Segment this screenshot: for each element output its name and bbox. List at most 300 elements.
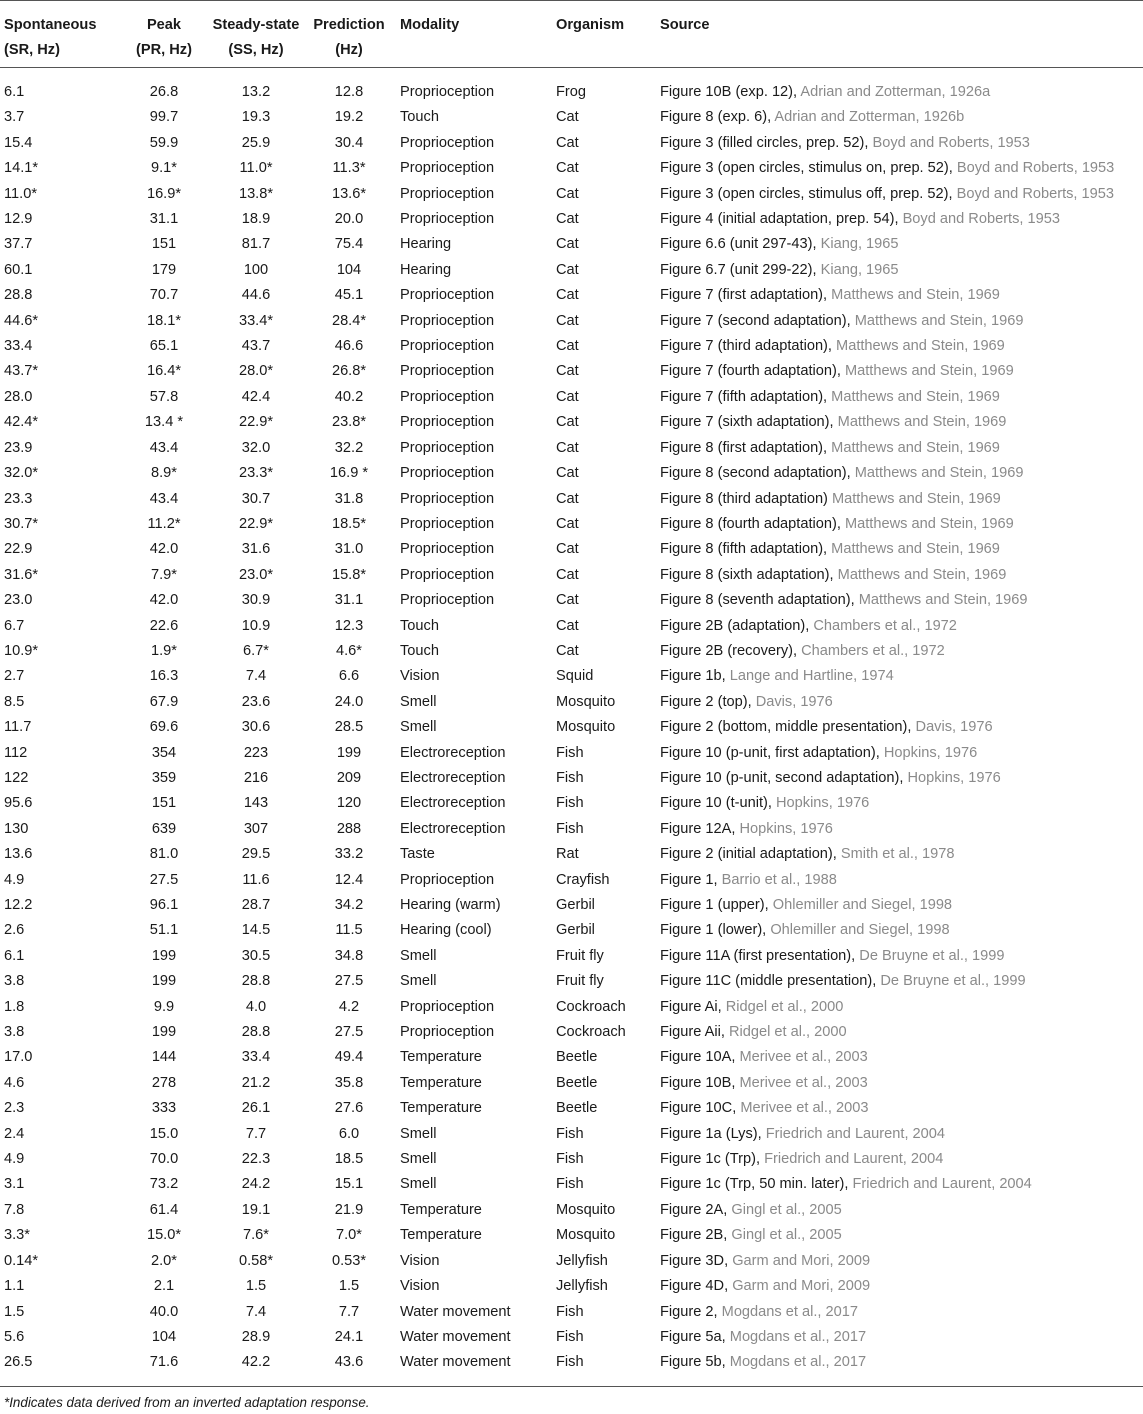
cell-peak: 69.6: [149, 719, 179, 736]
cell-steady-state: 13.2: [241, 84, 271, 100]
cell-prediction: 104: [336, 261, 362, 278]
cell-prediction: 35.8: [334, 1074, 364, 1091]
source-citation-link[interactable]: Kiang, 1965: [820, 261, 899, 278]
cell-prediction: 28.4*: [331, 312, 367, 329]
cell-prediction: 20.0: [334, 211, 364, 228]
source-citation-link[interactable]: Merivee et al., 2003: [739, 1049, 868, 1066]
cell-modality: Proprioception: [400, 592, 495, 609]
source-citation-link[interactable]: Ohlemiller and Siegel, 1998: [772, 897, 953, 913]
cell-modality: Proprioception: [400, 998, 495, 1015]
cell-steady-state: 42.2: [241, 1354, 271, 1371]
cell-steady-state: 28.0*: [238, 363, 274, 380]
source-citation-link[interactable]: Kiang, 1965: [820, 236, 899, 253]
cell-organism: Cat: [556, 312, 579, 329]
source-citation-link[interactable]: Merivee et al., 2003: [739, 1074, 868, 1091]
cell-peak: 278: [151, 1074, 177, 1091]
source-figure: Figure 6.6 (unit 297-43),: [660, 236, 817, 253]
source-figure: Figure 2B (adaptation),: [660, 617, 810, 634]
cell-organism: Gerbil: [556, 922, 595, 939]
cell-spontaneous: 31.6*: [4, 566, 39, 583]
cell-peak: 2.1: [153, 1278, 175, 1295]
cell-modality: Electroreception: [400, 744, 506, 761]
cell-steady-state: 143: [243, 795, 269, 812]
cell-peak: 1.9*: [151, 642, 177, 659]
cell-prediction: 6.0: [338, 1125, 360, 1142]
cell-source: [660, 1020, 1143, 1045]
cell-steady-state: 22.9*: [238, 515, 274, 532]
source-figure: Figure 5a,: [660, 1328, 726, 1345]
cell-prediction: 18.5*: [331, 515, 367, 532]
source-citation-link[interactable]: De Bruyne et al., 1999: [880, 973, 1026, 990]
cell-source: [660, 334, 1143, 359]
source-citation-link[interactable]: Gingl et al., 2005: [731, 1201, 842, 1218]
source-figure: Figure 4D,: [660, 1278, 729, 1295]
cell-source: [660, 461, 1143, 486]
source-figure: Figure 1c (Trp, 50 min. later),: [660, 1176, 849, 1193]
table-row: [0, 487, 1143, 512]
source-figure: Figure 2B (recovery),: [660, 642, 798, 659]
source-figure: Figure 6.7 (unit 299-22),: [660, 261, 817, 278]
cell-prediction: 31.1: [334, 592, 364, 609]
source-citation-link[interactable]: Boyd and Roberts, 1953: [872, 134, 1030, 151]
cell-modality: Taste: [400, 846, 435, 863]
header-prediction: [306, 1, 392, 68]
cell-organism: Beetle: [556, 1049, 598, 1066]
source-citation-link[interactable]: Matthews and Stein, 1969: [836, 338, 1005, 355]
source-citation-link[interactable]: Adrian and Zotterman, 1926a: [800, 84, 991, 100]
cell-peak: 333: [151, 1100, 177, 1117]
source-citation-link[interactable]: Hopkins, 1976: [883, 744, 978, 761]
cell-steady-state: 43.7: [241, 338, 271, 355]
table-row: [0, 1020, 1143, 1045]
cell-organism: Jellyfish: [556, 1252, 608, 1269]
table-row: [0, 1172, 1143, 1197]
cell-modality: Proprioception: [400, 871, 495, 888]
cell-source: [660, 741, 1143, 766]
cell-organism: Fish: [556, 1125, 584, 1142]
cell-peak: 8.9*: [151, 465, 177, 482]
source-citation-link[interactable]: Matthews and Stein, 1969: [831, 439, 1000, 456]
source-figure: Figure 10B (exp. 12),: [660, 84, 798, 100]
cell-modality: Hearing: [400, 261, 452, 278]
source-citation-link[interactable]: Boyd and Roberts, 1953: [902, 211, 1060, 228]
cell-steady-state: 42.4: [241, 388, 271, 405]
cell-organism: Cat: [556, 414, 579, 431]
source-citation-link[interactable]: Friedrich and Laurent, 2004: [764, 1151, 944, 1168]
cell-organism: Cat: [556, 465, 579, 482]
cell-spontaneous: 8.5: [4, 693, 25, 710]
cell-steady-state: 23.0*: [238, 566, 274, 583]
cell-steady-state: 23.6: [241, 693, 271, 710]
source-citation-link[interactable]: Matthews and Stein, 1969: [854, 312, 1024, 329]
cell-steady-state: 28.8: [241, 973, 271, 990]
cell-organism: Fruit fly: [556, 947, 604, 964]
table-row: [0, 614, 1143, 639]
cell-peak: 57.8: [149, 388, 179, 405]
cell-steady-state: 24.2: [241, 1176, 271, 1193]
cell-peak: 144: [151, 1049, 177, 1066]
source-citation-link[interactable]: Garm and Mori, 2009: [732, 1252, 871, 1269]
source-citation-link[interactable]: Hopkins, 1976: [776, 795, 870, 812]
cell-source: [660, 385, 1143, 410]
source-citation-link[interactable]: Ridgel et al., 2000: [725, 998, 844, 1015]
cell-prediction: 16.9 *: [329, 465, 369, 482]
cell-spontaneous: 10.9*: [4, 642, 39, 659]
source-citation-link[interactable]: Davis, 1976: [755, 693, 833, 710]
cell-organism: Fish: [556, 820, 584, 837]
cell-prediction: 24.1: [334, 1328, 364, 1345]
table-row: [0, 334, 1143, 359]
cell-spontaneous: 12.9: [4, 211, 33, 228]
source-citation-link[interactable]: Mogdans et al., 2017: [721, 1303, 858, 1320]
source-citation-link[interactable]: Matthews and Stein, 1969: [844, 363, 1014, 380]
cell-spontaneous: 4.6: [4, 1074, 25, 1091]
cell-prediction: 199: [336, 744, 362, 761]
source-citation-link[interactable]: Mogdans et al., 2017: [729, 1354, 867, 1371]
cell-modality: Smell: [400, 1176, 437, 1193]
cell-modality: Electroreception: [400, 795, 506, 812]
table-row: [0, 1223, 1143, 1248]
cell-prediction: 21.9: [334, 1201, 364, 1218]
cell-steady-state: 22.9*: [238, 414, 274, 431]
source-figure: Figure Aii,: [660, 1024, 725, 1041]
cell-peak: 16.9*: [146, 185, 182, 202]
cell-peak: 27.5: [149, 871, 179, 888]
cell-peak: 151: [151, 795, 177, 812]
table-row: [0, 385, 1143, 410]
source-citation-link[interactable]: Boyd and Roberts, 1953: [956, 160, 1115, 177]
cell-organism: Cockroach: [556, 1024, 626, 1041]
source-citation-link[interactable]: Chambers et al., 1972: [801, 642, 945, 659]
header-peak: [122, 1, 206, 68]
cell-prediction: 4.2: [338, 998, 360, 1015]
cell-peak: 31.1: [149, 211, 179, 228]
cell-steady-state: 29.5: [241, 846, 271, 863]
cell-peak: 73.2: [149, 1176, 179, 1193]
cell-modality: Temperature: [400, 1074, 482, 1091]
cell-source: [660, 1071, 1143, 1096]
table-row: [0, 918, 1143, 943]
source-figure: Figure 8 (sixth adaptation),: [660, 566, 834, 583]
source-figure: Figure 1,: [660, 871, 718, 888]
table-body: [0, 68, 1143, 1376]
cell-spontaneous: 28.0: [4, 388, 33, 405]
cell-modality: Vision: [400, 668, 440, 685]
source-citation-link[interactable]: Matthews and Stein, 1969: [831, 541, 1000, 558]
table-row: [0, 944, 1143, 969]
cell-steady-state: 307: [243, 820, 269, 837]
source-citation-link[interactable]: Barrio et al., 1988: [721, 871, 837, 888]
header-line-2: (SS, Hz): [228, 42, 284, 58]
cell-modality: Touch: [400, 617, 439, 634]
cell-steady-state: 6.7*: [243, 642, 269, 659]
table-row: [0, 283, 1143, 308]
header-line-1: Steady-state: [212, 17, 300, 33]
cell-peak: 51.1: [149, 922, 179, 939]
table-row: [0, 1325, 1143, 1350]
cell-spontaneous: 43.7*: [4, 363, 39, 380]
table-row: [0, 791, 1143, 816]
cell-source: [660, 258, 1143, 283]
cell-steady-state: 28.7: [241, 897, 271, 913]
cell-organism: Cat: [556, 211, 579, 228]
source-citation-link[interactable]: Mogdans et al., 2017: [729, 1328, 867, 1345]
cell-steady-state: 4.0: [245, 998, 267, 1015]
cell-organism: Jellyfish: [556, 1278, 608, 1295]
cell-spontaneous: 0.14*: [4, 1252, 39, 1269]
cell-organism: Cat: [556, 490, 579, 507]
cell-peak: 71.6: [149, 1354, 179, 1371]
header-steady-state: [206, 1, 306, 68]
cell-organism: Fish: [556, 1354, 584, 1371]
cell-peak: 42.0: [149, 541, 179, 558]
cell-modality: Proprioception: [400, 160, 495, 177]
cell-source: [660, 893, 1143, 918]
header-line-1: Organism: [556, 17, 625, 33]
cell-prediction: 33.2: [334, 846, 364, 863]
cell-source: [660, 283, 1143, 308]
cell-steady-state: 216: [243, 769, 269, 786]
source-figure: Figure 1a (Lys),: [660, 1125, 762, 1142]
cell-prediction: 32.2: [334, 439, 364, 456]
source-citation-link[interactable]: Matthews and Stein, 1969: [854, 465, 1024, 482]
cell-prediction: 27.5: [334, 973, 364, 990]
cell-peak: 15.0: [149, 1125, 179, 1142]
cell-modality: Smell: [400, 693, 437, 710]
source-citation-link[interactable]: Matthews and Stein, 1969: [831, 388, 1000, 405]
cell-modality: Proprioception: [400, 566, 495, 583]
table-row: [0, 131, 1143, 156]
cell-peak: 59.9: [149, 134, 179, 151]
cell-peak: 65.1: [149, 338, 179, 355]
cell-steady-state: 23.3*: [238, 465, 274, 482]
source-citation-link[interactable]: Gingl et al., 2005: [731, 1227, 842, 1244]
source-citation-link[interactable]: Hopkins, 1976: [739, 820, 833, 837]
source-figure: Figure 5b,: [660, 1354, 726, 1371]
source-figure: Figure 3 (filled circles, prep. 52),: [660, 134, 869, 151]
cell-source: [660, 868, 1143, 893]
cell-prediction: 40.2: [334, 388, 364, 405]
cell-peak: 16.4*: [146, 363, 182, 380]
source-citation-link[interactable]: Davis, 1976: [915, 719, 993, 736]
source-figure: Figure 10 (p-unit, first adaptation),: [660, 744, 880, 761]
cell-organism: Cat: [556, 642, 579, 659]
cell-prediction: 288: [336, 820, 362, 837]
cell-steady-state: 25.9: [241, 134, 271, 151]
cell-organism: Cat: [556, 236, 579, 253]
cell-organism: Crayfish: [556, 871, 610, 888]
cell-peak: 70.7: [149, 287, 179, 304]
cell-modality: Smell: [400, 947, 437, 964]
source-citation-link[interactable]: Matthews and Stein, 1969: [858, 592, 1028, 609]
header-line-1: Source: [660, 17, 710, 33]
cell-modality: Electroreception: [400, 820, 506, 837]
cell-source: [660, 766, 1143, 791]
cell-spontaneous: 11.0*: [4, 185, 37, 202]
cell-prediction: 34.2: [334, 897, 364, 913]
cell-prediction: 45.1: [334, 287, 364, 304]
cell-source: [660, 995, 1143, 1020]
source-figure: Figure 2 (initial adaptation),: [660, 846, 837, 863]
table-row: [0, 1249, 1143, 1274]
cell-organism: Frog: [556, 84, 587, 100]
table-row: [0, 232, 1143, 257]
cell-spontaneous: 5.6: [4, 1328, 25, 1345]
cell-peak: 43.4: [149, 490, 179, 507]
cell-modality: Proprioception: [400, 134, 495, 151]
source-figure: Figure 7 (first adaptation),: [660, 287, 828, 304]
source-citation-link[interactable]: De Bruyne et al., 1999: [859, 947, 1005, 964]
cell-peak: 43.4: [149, 439, 179, 456]
table-row: [0, 156, 1143, 181]
cell-prediction: 12.8: [334, 84, 364, 100]
source-citation-link[interactable]: Chambers et al., 1972: [813, 617, 957, 634]
cell-modality: Proprioception: [400, 312, 495, 329]
cell-source: [660, 588, 1143, 613]
cell-source: [660, 487, 1143, 512]
cell-prediction: 46.6: [334, 338, 364, 355]
cell-modality: Proprioception: [400, 211, 495, 228]
cell-spontaneous: 23.9: [4, 439, 33, 456]
source-citation-link[interactable]: Ohlemiller and Siegel, 1998: [770, 922, 950, 939]
cell-peak: 639: [151, 820, 177, 837]
source-citation-link[interactable]: Matthews and Stein, 1969: [837, 414, 1007, 431]
cell-source: [660, 537, 1143, 562]
source-figure: Figure 2 (bottom, middle presentation),: [660, 719, 912, 736]
source-figure: Figure 2B,: [660, 1227, 728, 1244]
cell-modality: Temperature: [400, 1049, 482, 1066]
source-figure: Figure 2,: [660, 1303, 718, 1320]
table-row: [0, 1122, 1143, 1147]
cell-modality: Proprioception: [400, 363, 495, 380]
table-row: [0, 1274, 1143, 1299]
cell-modality: Temperature: [400, 1100, 482, 1117]
cell-steady-state: 30.7: [241, 490, 271, 507]
source-citation-link[interactable]: Hopkins, 1976: [907, 769, 1001, 786]
table-row: [0, 639, 1143, 664]
cell-organism: Cat: [556, 185, 579, 202]
source-citation-link[interactable]: Smith et al., 1978: [840, 846, 955, 863]
source-figure: Figure 1 (lower),: [660, 922, 767, 939]
cell-modality: Proprioception: [400, 414, 495, 431]
table-row: [0, 182, 1143, 207]
cell-steady-state: 100: [243, 261, 269, 278]
source-citation-link[interactable]: Merivee et al., 2003: [740, 1100, 869, 1117]
cell-organism: Mosquito: [556, 719, 616, 736]
cell-organism: Cat: [556, 134, 579, 151]
cell-spontaneous: 60.1: [4, 261, 33, 278]
cell-prediction: 24.0: [334, 693, 364, 710]
cell-spontaneous: 3.7: [4, 109, 25, 126]
cell-spontaneous: 6.1: [4, 947, 25, 964]
table-row: [0, 436, 1143, 461]
source-citation-link[interactable]: Matthews and Stein, 1969: [837, 566, 1007, 583]
cell-steady-state: 7.4: [245, 1303, 267, 1320]
cell-steady-state: 19.3: [241, 109, 271, 126]
table-row: [0, 588, 1143, 613]
cell-source: [660, 639, 1143, 664]
cell-peak: 151: [151, 236, 177, 253]
source-citation-link[interactable]: Ridgel et al., 2000: [728, 1024, 847, 1041]
cell-organism: Cat: [556, 338, 579, 355]
cell-modality: Proprioception: [400, 185, 495, 202]
cell-steady-state: 13.8*: [238, 185, 274, 202]
cell-source: [660, 131, 1143, 156]
table-row: [0, 817, 1143, 842]
cell-spontaneous: 3.3*: [4, 1227, 30, 1244]
cell-steady-state: 22.3: [241, 1151, 271, 1168]
source-citation-link[interactable]: Friedrich and Laurent, 2004: [852, 1176, 1032, 1193]
cell-modality: Proprioception: [400, 287, 495, 304]
cell-steady-state: 30.9: [241, 592, 271, 609]
cell-organism: Beetle: [556, 1100, 598, 1117]
source-citation-link[interactable]: Matthews and Stein, 1969: [844, 515, 1014, 532]
cell-prediction: 0.53*: [331, 1252, 367, 1269]
cell-modality: Hearing (warm): [400, 897, 501, 913]
table-row: [0, 207, 1143, 232]
source-citation-link[interactable]: Friedrich and Laurent, 2004: [765, 1125, 946, 1142]
source-citation-link[interactable]: Boyd and Roberts, 1953: [956, 185, 1115, 202]
source-citation-link[interactable]: Adrian and Zotterman, 1926b: [774, 109, 965, 126]
source-figure: Figure 8 (exp. 6),: [660, 109, 772, 126]
cell-steady-state: 28.8: [241, 1024, 271, 1041]
header-spontaneous: [0, 1, 122, 68]
cell-steady-state: 28.9: [241, 1328, 271, 1345]
cell-organism: Cat: [556, 109, 579, 126]
source-citation-link[interactable]: Lange and Hartline, 1974: [729, 668, 894, 685]
source-figure: Figure 1 (upper),: [660, 897, 769, 913]
cell-peak: 199: [151, 947, 177, 964]
cell-modality: Smell: [400, 973, 437, 990]
cell-prediction: 34.8: [334, 947, 364, 964]
cell-source: [660, 614, 1143, 639]
source-citation-link[interactable]: Garm and Mori, 2009: [732, 1278, 871, 1295]
source-citation-link[interactable]: Matthews and Stein, 1969: [831, 287, 1000, 304]
table-row: [0, 868, 1143, 893]
cell-source: [660, 1274, 1143, 1299]
source-figure: Figure 10C,: [660, 1100, 737, 1117]
cell-peak: 9.1*: [151, 160, 177, 177]
header-line-2: (PR, Hz): [136, 42, 192, 58]
cell-spontaneous: 37.7: [4, 236, 33, 253]
source-figure: Figure 1b,: [660, 668, 726, 685]
cell-source: [660, 68, 1143, 106]
cell-source: [660, 944, 1143, 969]
source-figure: Figure 8 (first adaptation),: [660, 439, 828, 456]
cell-prediction: 18.5: [334, 1151, 364, 1168]
source-figure: Figure 7 (sixth adaptation),: [660, 414, 834, 431]
table-row: [0, 563, 1143, 588]
cell-peak: 18.1*: [146, 312, 182, 329]
cell-spontaneous: 23.0: [4, 592, 33, 609]
cell-modality: Vision: [400, 1278, 440, 1295]
source-figure: Figure 1c (Trp),: [660, 1151, 761, 1168]
source-figure: Figure 11C (middle presentation),: [660, 973, 877, 990]
cell-steady-state: 18.9: [241, 211, 271, 228]
source-figure: Figure 8 (second adaptation),: [660, 465, 851, 482]
cell-prediction: 120: [336, 795, 362, 812]
cell-organism: Fish: [556, 1328, 584, 1345]
cell-organism: Fish: [556, 744, 584, 761]
cell-spontaneous: 13.6: [4, 846, 33, 863]
cell-steady-state: 44.6: [241, 287, 271, 304]
cell-steady-state: 14.5: [241, 922, 271, 939]
table-row: [0, 68, 1143, 106]
source-citation-link[interactable]: Matthews and Stein, 1969: [831, 490, 1001, 507]
source-figure: Figure 8 (fourth adaptation),: [660, 515, 841, 532]
cell-spontaneous: 112: [4, 744, 28, 761]
header-line-1: Spontaneous: [4, 17, 97, 33]
